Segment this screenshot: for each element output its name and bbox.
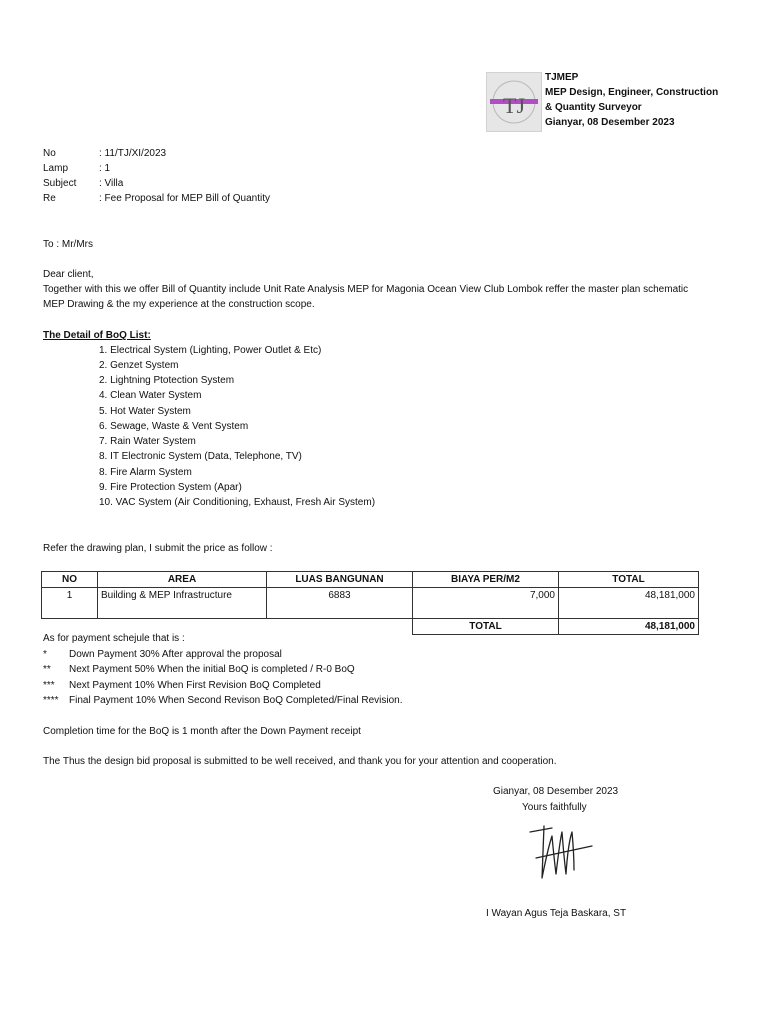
company-logo: [486, 72, 542, 132]
list-item: 1. Electrical System (Lighting, Power Outlet & Etc): [99, 345, 322, 356]
detail-heading: The Detail of BoQ List:: [43, 330, 151, 341]
payment-mark: ***: [43, 680, 55, 691]
header-place-date: Gianyar, 08 Desember 2023: [545, 117, 675, 128]
header-total: TOTAL: [559, 572, 699, 588]
company-name: TJMEP: [545, 72, 579, 83]
cell-total: 48,181,000: [559, 588, 699, 619]
list-item: 10. VAC System (Air Conditioning, Exhaust, Fresh Air System): [99, 497, 376, 508]
list-item: 9. Fire Protection System (Apar): [99, 482, 242, 493]
meta-value-lamp: : 1: [99, 163, 111, 174]
payment-text: Final Payment 10% When Second Revison BoQ Completed/Final Revision.: [69, 695, 403, 706]
cell-area: Building & MEP Infrastructure: [98, 588, 267, 619]
company-line3: & Quantity Surveyor: [545, 102, 642, 113]
signer-name: I Wayan Agus Teja Baskara, ST: [486, 908, 627, 919]
meta-key-no: No: [43, 148, 56, 159]
table-row: [42, 588, 699, 619]
payment-intro: As for payment schejule that is :: [43, 633, 185, 644]
payment-mark: **: [43, 664, 51, 675]
header-no: NO: [42, 572, 98, 588]
cell-biaya: 7,000: [413, 588, 559, 619]
price-table: [41, 571, 699, 635]
cell-luas: 6883: [267, 588, 413, 619]
intro-line-2: MEP Drawing & the my experience at the construction scope.: [43, 299, 315, 310]
meta-value-no: : 11/TJ/XI/2023: [99, 148, 167, 159]
greeting: Dear client,: [43, 269, 94, 280]
meta-value-re: : Fee Proposal for MEP Bill of Quantity: [99, 193, 271, 204]
meta-key-subject: Subject: [43, 178, 77, 189]
addressee: To : Mr/Mrs: [43, 239, 93, 250]
intro-line-1: Together with this we offer Bill of Quantity include Unit Rate Analysis MEP for Magonia Ocean View Club Lombok reffer the master plan schematic: [43, 284, 689, 295]
list-item: 6. Sewage, Waste & Vent System: [99, 421, 249, 432]
header-biaya: BIAYA PER/M2: [413, 572, 559, 588]
total-label: TOTAL: [413, 619, 559, 635]
payment-text: Next Payment 50% When the initial BoQ is completed / R-0 BoQ: [69, 664, 355, 675]
list-item: 8. Fire Alarm System: [99, 467, 192, 478]
meta-key-lamp: Lamp: [43, 163, 69, 174]
list-item: 8. IT Electronic System (Data, Telephone, TV): [99, 451, 302, 462]
completion-note: Completion time for the BoQ is 1 month after the Down Payment receipt: [43, 726, 361, 737]
payment-text: Next Payment 10% When First Revision BoQ Completed: [69, 680, 321, 691]
company-line2: MEP Design, Engineer, Construction: [545, 87, 719, 98]
list-item: 5. Hot Water System: [99, 406, 191, 417]
closing-note: The Thus the design bid proposal is submitted to be well received, and thank you for your attention and cooperation.: [43, 756, 557, 767]
sign-place-date: Gianyar, 08 Desember 2023: [493, 786, 619, 797]
price-intro: Refer the drawing plan, I submit the price as follow :: [43, 543, 273, 554]
logo-graphic: [487, 73, 541, 131]
payment-mark: *: [43, 649, 47, 660]
list-item: 2. Genzet System: [99, 360, 179, 371]
meta-value-subject: : Villa: [99, 178, 124, 189]
payment-mark: ****: [43, 695, 59, 706]
signature-image: [522, 818, 602, 898]
header-area: AREA: [98, 572, 267, 588]
total-value: 48,181,000: [559, 619, 699, 635]
logo-text: TJ: [503, 93, 525, 118]
yours-faithfully: Yours faithfully: [522, 802, 587, 813]
cell-no: 1: [42, 588, 98, 619]
list-item: 2. Lightning Ptotection System: [99, 375, 235, 386]
header-luas: LUAS BANGUNAN: [267, 572, 413, 588]
payment-text: Down Payment 30% After approval the proposal: [69, 649, 282, 660]
meta-key-re: Re: [43, 193, 56, 204]
list-item: 7. Rain Water System: [99, 436, 196, 447]
list-item: 4. Clean Water System: [99, 390, 202, 401]
table-header-row: [42, 572, 699, 588]
